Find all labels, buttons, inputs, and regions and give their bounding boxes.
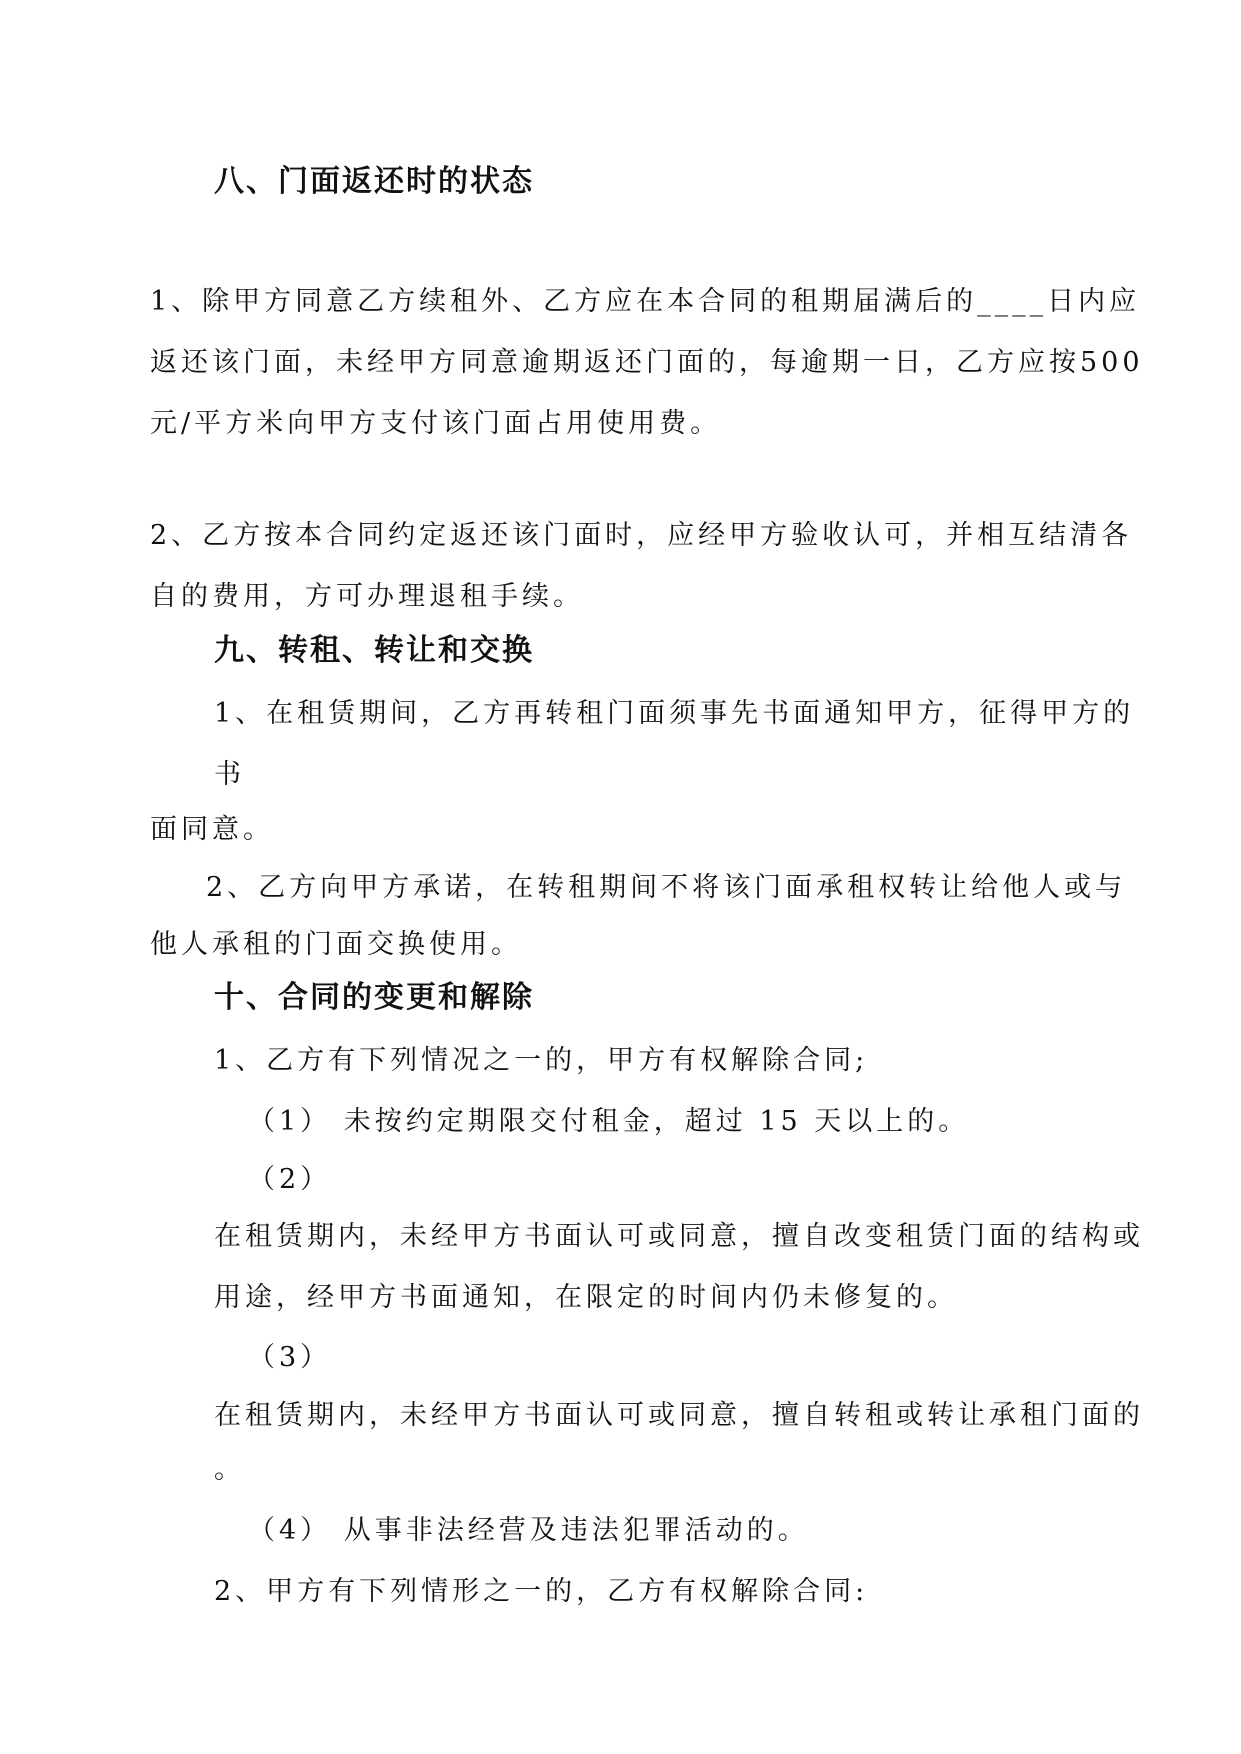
section-8-heading: 八、门面返还时的状态	[214, 164, 534, 199]
list-item: （4） 从事非法经营及违法犯罪活动的。	[248, 1515, 809, 1546]
list-item-number: （3）	[248, 1342, 332, 1373]
paragraph-line: 书	[214, 759, 245, 790]
list-item-number: （2）	[248, 1164, 332, 1195]
paragraph-line: 用途，经甲方书面通知，在限定的时间内仍未修复的。	[214, 1282, 958, 1313]
paragraph-line: 2、甲方有下列情形之一的，乙方有权解除合同:	[214, 1576, 869, 1607]
paragraph-line: 2、乙方按本合同约定返还该门面时，应经甲方验收认可，并相互结清各	[150, 520, 1133, 551]
list-item: （1） 未按约定期限交付租金，超过 15 天以上的。	[248, 1106, 970, 1137]
paragraph-line: 1、在租赁期间，乙方再转租门面须事先书面通知甲方，征得甲方的	[214, 698, 1135, 729]
paragraph-line: 2、乙方向甲方承诺，在转租期间不将该门面承租权转让给他人或与	[206, 872, 1127, 903]
paragraph-line: 返还该门面，未经甲方同意逾期返还门面的，每逾期一日，乙方应按500	[150, 347, 1144, 378]
section-10-heading: 十、合同的变更和解除	[214, 980, 534, 1015]
paragraph-line: 元/平方米向甲方支付该门面占用使用费。	[150, 408, 722, 439]
paragraph-line: 1、除甲方同意乙方续租外、乙方应在本合同的租期届满后的____日内应	[150, 286, 1141, 317]
paragraph-line: 在租赁期内，未经甲方书面认可或同意，擅自改变租赁门面的结构或	[214, 1221, 1144, 1252]
paragraph-line: 在租赁期内，未经甲方书面认可或同意，擅自转租或转让承租门面的	[214, 1400, 1144, 1431]
paragraph-line: 。	[214, 1454, 245, 1485]
paragraph-line: 1、乙方有下列情况之一的，甲方有权解除合同;	[214, 1045, 869, 1076]
paragraph-line: 他人承租的门面交换使用。	[150, 929, 522, 960]
paragraph-line: 面同意。	[150, 814, 274, 845]
paragraph-line: 自的费用，方可办理退租手续。	[150, 581, 584, 612]
section-9-heading: 九、转租、转让和交换	[214, 633, 534, 668]
